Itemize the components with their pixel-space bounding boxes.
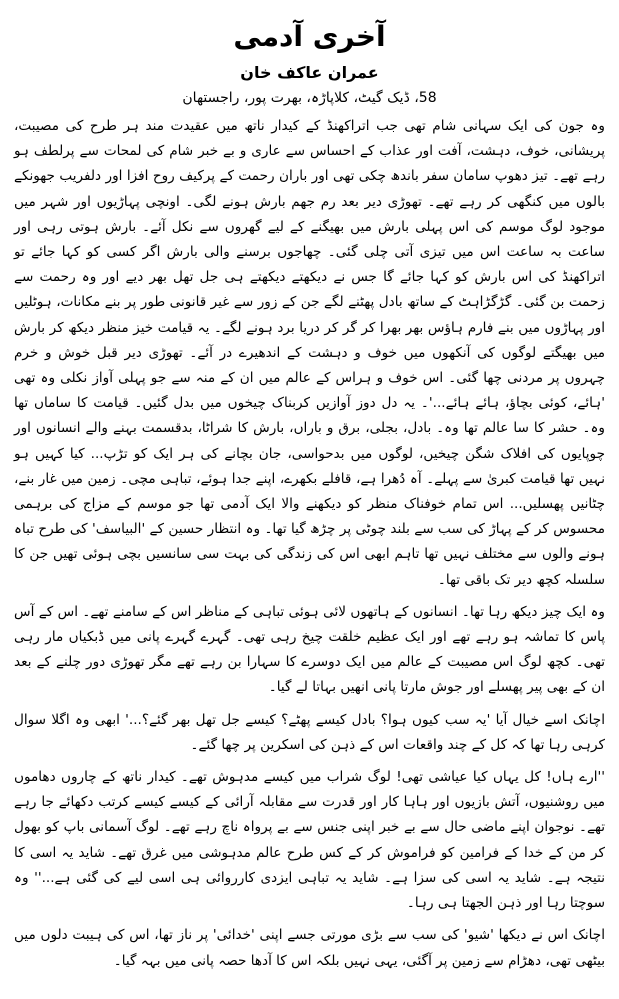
- paragraph: وہ جون کی ایک سہانی شام تھی جب اتراکھنڈ کے کیدار ناتھ میں عقیدت مند ہر طرح کی مصیبت، پریشانی، خوف، دہشت، آفت اور عذاب کے احساس سے عاری و بے خبر شام کی لمحات سے پرلطف ہو رہے تھے۔ تیز دھوپ سامان سفر باندھ چکی تھی اور باران رحمت کے پرکیف روح افزا اور دلفریب جھونکے بالوں میں کنگھی کر رہے تھے۔ تھوڑی دیر بعد رم جھم بارش ہونے لگی۔ اونچی پہاڑیوں اور شہر میں موجود لوگ موسم کی اس پہلی بارش میں بھیگنے کے لیے گھروں سے نکل آئے۔ بارش ہوتی رہی اور ساعت بہ ساعت اس میں تیزی آتی چلی گئی۔ چھاجوں برسنے والی بارش اگر کسی کو کہا جائے تو اتراکھنڈ کی اس بارش کو کہا جائے گا جس نے دیکھتے دیکھتے ہی جل تھل بھر دیے اور وہ رحمت سے زحمت بن گئی۔ گڑگڑاہٹ کے ساتھ بادل پھٹنے لگے جن کے زور سے غیر قانونی طور پر بنے مکانات، ہوٹلیں اور پہاڑوں میں بنے فارم ہاؤس بھر بھرا کر گر کر دریا برد ہونے لگے۔ یہ قیامت خیز منظر دیکھ کر بارش میں بھیگتے لوگوں کی آنکھوں میں خوف و دہشت کے اندھیرے در آئے۔ تھوڑی دیر قبل خوش و خرم چہروں پر مردنی چھا گئی۔ اس خوف و ہراس کے عالم میں ان کے منہ سے جو پہلی آواز نکلی وہ تھی 'ہائے، کوئی بچاؤ، ہائے ہائے...'۔ یہ دل دوز آوازیں کربناک چیخوں میں بدل گئیں۔ قیامت کا ساماں تھا وہ۔ حشر کا سا عالم تھا وہ۔ بادل، بجلی، برق و باراں، بارش کا شراٹا، بدقسمت بہنے والے انسانوں اور چوپایوں کی افلاک شگن چیخیں، لوگوں میں بدحواسی، جان بچانے کی ہر ایک کو تڑپ... کیا کہیں ہو نہیں تھا قیامت کبریٰ سے پہلے۔ آہ دُھرا ہے، قافلے بکھرے، اپنے جدا ہوئے، تباہی مچی۔ زمین میں غار بنے، چٹانیں پھسلیں... اس تمام خوفناک منظر کو دیکھنے والا ایک آدمی تھا جو موسم کے مزاج کی برہمی محسوس کر کے پہاڑ کی سب سے بلند چوٹی پر چڑھ گیا تھا۔ وہ انتظار حسین کے 'البیاسف' کی طرح تباہ ہونے والوں سے مختلف نہیں تھا تاہم ابھی اس کی زندگی کی بہت سی سانسیں بچی ہوئی تھیں جن کا سلسلہ کچھ دیر تک باقی تھا۔: [14, 118, 605, 588]
- paragraph: اچانک اس نے دیکھا 'شیو' کی سب سے بڑی مورتی جسے اپنی 'خدائی' پر ناز تھا، اس کی ہیبت دلوں میں بیٹھی تھی، دھڑام سے زمین پر آگئی، یہی نہیں بلکہ اس کا آدھا حصہ پانی میں بہہ گیا۔: [14, 927, 605, 969]
- story-body: [14, 114, 605, 974]
- paragraph: وہ ایک چیز دیکھ رہا تھا۔ انسانوں کے ہاتھوں لائی ہوئی تباہی کے مناظر اس کے سامنے تھے۔ اس کے آس پاس کا تماشہ ہو رہے تھے اور ایک عظیم خلقت چیخ رہی تھی۔ گہرے گہرے پانی میں ڈبکیاں مار رہی تھی۔ کچھ لوگ اس مصیبت کے عالم میں ایک دوسرے کا سہارا بن رہے تھے مگر تھوڑی دور چلنے کے بعد ان کے بھی پیر پھسلے اور جوش مارتا پانی انھیں بہاتا لے گیا۔: [14, 603, 605, 696]
- author-address: 58، ڈیک گیٹ، کلاپاڑہ، بھرت پور، راجستھان: [182, 90, 437, 106]
- author-name: عمران عاکف خان: [240, 63, 379, 82]
- paragraph: اچانک اسے خیال آیا 'یہ سب کیوں ہوا؟ بادل کیسے پھٹے؟ کیسے جل تھل بھر گئے؟...' ابھی وہ اگلا سوال کرہی رہا تھا کہ کل کے چند واقعات اس کے ذہن کی اسکرین پر چھا گئے۔: [14, 711, 605, 753]
- paragraph: ''ارے ہاں! کل یہاں کیا عیاشی تھی! لوگ شراب میں کیسے مدہوش تھے۔ کیدار ناتھ کے چاروں دھاموں میں روشنیوں، آتش بازیوں اور ہاہا کار اور قدرت سے مقابلہ آرائی کے کیسے کیسے کرتب دکھائے جا رہے تھے۔ نوجوان اپنے ماضی حال سے بے خبر اپنی جنس سے بے پرواہ ناچ رہے تھے۔ لوگ آسمانی باپ کو بھول کر من کے خدا کے فرامین کو فراموش کر کے کس طرح عالم مدہوشی میں غرق تھے۔ شاید یہ اسی کا نتیجہ ہے۔ شاید یہ اسی کی سزا ہے۔ شاید یہ تباہی ایزدی کارروائی ہی اسی لیے کی گئی ہے...'' وہ سوچتا رہا اور ذہن الجھتا ہی رہا۔: [14, 769, 605, 912]
- story-title: آخری آدمی: [233, 20, 386, 53]
